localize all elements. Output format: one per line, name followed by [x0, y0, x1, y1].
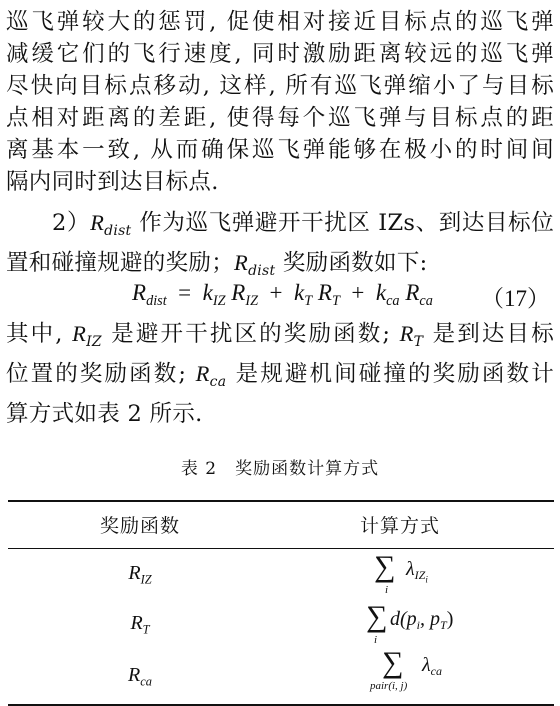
cell-sub: T: [142, 622, 150, 637]
table-cell-symbol: [80, 562, 200, 587]
symbol-r: R: [90, 210, 105, 235]
text-span: 是到达目标: [423, 321, 554, 347]
eq-sub: IZ: [245, 292, 259, 309]
text-line: [6, 207, 554, 247]
table-cell-symbol: [80, 664, 200, 689]
symbol-sub: dist: [104, 222, 132, 239]
paragraph-1: [6, 6, 554, 198]
cell-sub: IZ: [140, 572, 152, 587]
eq-sub: T: [331, 292, 340, 309]
sum-expression: [406, 558, 428, 585]
expr-sub: i: [416, 618, 421, 633]
table-caption: [0, 454, 560, 479]
item-number: 2）: [52, 210, 91, 236]
expr-tail: , p: [420, 608, 441, 630]
eq-plus: +: [345, 280, 371, 305]
expr-sub: [414, 568, 428, 585]
sum-index: pair(i, j): [370, 680, 408, 692]
eq-plus: +: [263, 280, 289, 305]
table-header-method: 计算方式: [359, 515, 440, 537]
eq-k: k: [202, 280, 213, 305]
text-line: 算方式如表 2 所示.: [6, 400, 203, 427]
sum-sigma: ∑: [366, 600, 388, 633]
table-number: 表 2: [180, 459, 218, 479]
equation-number: （17）: [481, 286, 550, 311]
text-span: 置和碰撞规避的奖励；: [6, 249, 235, 276]
expr-close: ): [446, 608, 454, 630]
text-line: 巡飞弹较大的惩罚, 促使相对接近目标点的巡飞弹: [6, 9, 554, 35]
eq-sub: ca: [419, 292, 433, 309]
expr-sub: T: [440, 618, 447, 633]
text-span: 位置的奖励函数;: [6, 360, 196, 387]
symbol-sub: IZ: [86, 333, 102, 350]
symbol-r: R: [195, 360, 210, 386]
expr-lambda: λ: [406, 558, 415, 580]
eq-equals: =: [172, 280, 197, 305]
sum-expression: [390, 608, 453, 633]
eq-r: R: [317, 280, 332, 305]
equation-body: [132, 280, 433, 310]
expr-subsub: i: [425, 574, 428, 585]
text-span: 奖励函数如下:: [275, 249, 428, 276]
sum-index: i: [374, 634, 378, 646]
paragraph-2: [6, 207, 554, 287]
symbol-sub: dist: [248, 262, 276, 279]
text-line: 隔内同时到达目标点.: [6, 169, 219, 195]
text-span: 是规避机间碰撞的奖励函数计: [226, 360, 554, 387]
text-span: 是避开干扰区的奖励函数;: [101, 321, 400, 347]
expr-d: d(p: [390, 608, 417, 630]
symbol-r: R: [234, 249, 249, 275]
expr-sub: ca: [430, 664, 442, 679]
sum-sigma: ∑: [382, 646, 404, 679]
text-line: 点相对距离的差距, 使得每个巡飞弹与目标点的距: [6, 105, 554, 131]
sum-index: i: [385, 584, 389, 596]
sum-expression: [422, 654, 442, 679]
eq-sub: T: [304, 292, 313, 309]
expr-sub-text: IZ: [414, 568, 426, 583]
eq-k: k: [375, 280, 387, 305]
eq-sub: IZ: [212, 292, 226, 309]
table-cell-symbol: [80, 612, 200, 637]
text-line: 减缓它们的飞行速度, 同时激励距离较远的巡飞弹: [6, 41, 554, 67]
table-top-rule: [8, 500, 554, 502]
eq-r: R: [405, 280, 420, 305]
expr-lambda: λ: [422, 654, 431, 676]
text-span: 其中,: [6, 321, 73, 347]
text-line: 离基本一致, 从而确保巡飞弹能够在极小的时间间: [6, 137, 554, 163]
sum-sigma: ∑: [374, 550, 396, 583]
cell-symbol: R: [128, 664, 141, 686]
symbol-sub: ca: [209, 373, 227, 390]
text-line: [6, 318, 554, 358]
cell-sub: ca: [140, 674, 152, 689]
text-span: 作为巡飞弹避开干扰区 IZs、到达目标位: [131, 210, 554, 236]
eq-sub: ca: [386, 292, 400, 309]
symbol-r: R: [399, 321, 414, 346]
table-header-function: 奖励函数: [99, 515, 180, 537]
cell-symbol: R: [128, 562, 141, 584]
symbol-r: R: [72, 321, 87, 346]
eq-sub: dist: [146, 292, 167, 309]
eq-r: R: [231, 280, 246, 305]
cell-symbol: R: [130, 612, 143, 634]
table-title: 奖励函数计算方式: [235, 459, 380, 479]
paragraph-3: [6, 318, 554, 430]
eq-lhs: R: [132, 280, 147, 305]
table-header-rule: [8, 548, 554, 549]
symbol-sub: T: [413, 333, 424, 350]
text-line: 尽快向目标点移动, 这样, 所有巡飞弹缩小了与目标: [6, 73, 554, 99]
eq-k: k: [294, 280, 305, 305]
text-line: [6, 358, 554, 398]
equation-17: [0, 280, 560, 314]
